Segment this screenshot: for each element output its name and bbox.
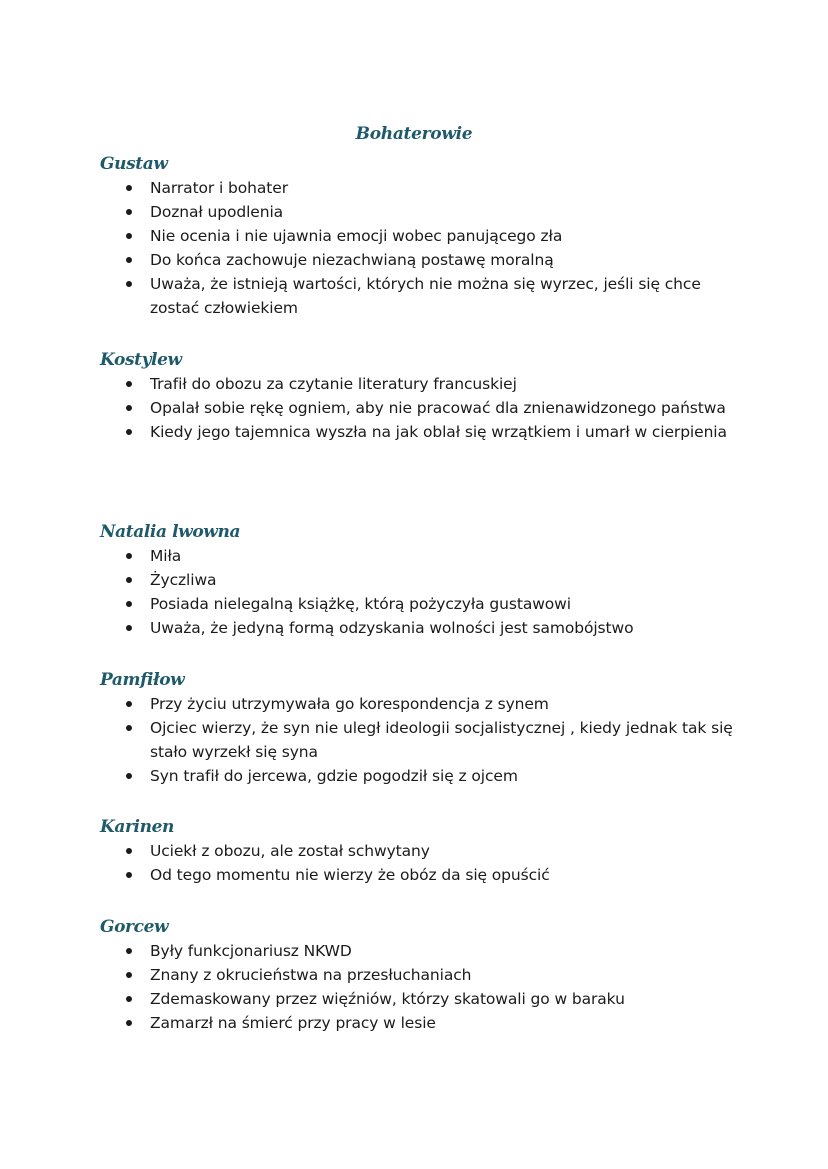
section-gustaw bbox=[100, 152, 740, 320]
list-item-text: Przy życiu utrzymywała go korespondencja z synem bbox=[150, 695, 549, 713]
bullet-list bbox=[100, 176, 740, 320]
list-item-text: Były funkcjonariusz NKWD bbox=[150, 942, 352, 960]
bullet-icon bbox=[126, 773, 132, 779]
list-item-text: Uważa, że jedyną formą odzyskania wolności jest samobójstwo bbox=[150, 619, 634, 637]
list-item-text: Narrator i bohater bbox=[150, 179, 288, 197]
list-item-text: Uciekł z obozu, ale został schwytany bbox=[150, 842, 430, 860]
list-item-text: Uważa, że istnieją wartości, których nie można się wyrzec, jeśli się chce zostać człowiekiem bbox=[150, 275, 701, 317]
list-item-text: Miła bbox=[150, 547, 182, 565]
list-item bbox=[100, 939, 740, 963]
list-item bbox=[100, 248, 740, 272]
bullet-list bbox=[100, 839, 740, 887]
list-item bbox=[100, 616, 740, 640]
bullet-icon bbox=[126, 848, 132, 854]
list-item bbox=[100, 420, 740, 444]
section-heading: Gorcew bbox=[100, 917, 169, 937]
bullet-icon bbox=[126, 209, 132, 215]
bullet-icon bbox=[126, 972, 132, 978]
list-item bbox=[100, 592, 740, 616]
list-item bbox=[100, 839, 740, 863]
list-item-text: Syn trafił do jercewa, gdzie pogodził się z ojcem bbox=[150, 767, 518, 785]
bullet-list bbox=[100, 692, 740, 788]
section-heading: Kostylew bbox=[100, 350, 182, 370]
bullet-icon bbox=[126, 281, 132, 287]
list-item bbox=[100, 176, 740, 200]
section-heading: Gustaw bbox=[100, 154, 168, 174]
list-item bbox=[100, 1011, 740, 1035]
section-kostylew bbox=[100, 348, 740, 444]
bullet-icon bbox=[126, 996, 132, 1002]
list-item bbox=[100, 963, 740, 987]
list-item bbox=[100, 272, 740, 320]
list-item-text: Znany z okrucieństwa na przesłuchaniach bbox=[150, 966, 472, 984]
bullet-icon bbox=[126, 948, 132, 954]
list-item bbox=[100, 372, 740, 396]
list-item bbox=[100, 987, 740, 1011]
bullet-icon bbox=[126, 872, 132, 878]
list-item-text: Opalał sobie rękę ogniem, aby nie pracować dla znienawidzonego państwa bbox=[150, 399, 726, 417]
bullet-icon bbox=[126, 405, 132, 411]
bullet-list bbox=[100, 372, 740, 444]
bullet-icon bbox=[126, 381, 132, 387]
bullet-icon bbox=[126, 1020, 132, 1026]
bullet-icon bbox=[126, 553, 132, 559]
bullet-icon bbox=[126, 601, 132, 607]
list-item bbox=[100, 568, 740, 592]
section-heading: Pamfiłow bbox=[100, 670, 185, 690]
document-title: Bohaterowie bbox=[355, 124, 473, 144]
list-item bbox=[100, 396, 740, 420]
list-item bbox=[100, 224, 740, 248]
bullet-icon bbox=[126, 625, 132, 631]
list-item-text: Kiedy jego tajemnica wyszła na jak oblał się wrzątkiem i umarł w cierpienia bbox=[150, 423, 727, 441]
list-item-text: Od tego momentu nie wierzy że obóz da się opuścić bbox=[150, 866, 550, 884]
list-item bbox=[100, 716, 740, 764]
bullet-list bbox=[100, 544, 740, 640]
list-item bbox=[100, 764, 740, 788]
bullet-list bbox=[100, 939, 740, 1035]
list-item-text: Ojciec wierzy, że syn nie uległ ideologii socjalistycznej , kiedy jednak tak się stało wyrzekł się syna bbox=[150, 719, 733, 761]
section-pamfilow bbox=[100, 668, 740, 788]
list-item bbox=[100, 863, 740, 887]
bullet-icon bbox=[126, 257, 132, 263]
list-item-text: Doznał upodlenia bbox=[150, 203, 284, 221]
list-item-text: Zamarzł na śmierć przy pracy w lesie bbox=[150, 1014, 436, 1032]
section-karinen bbox=[100, 815, 740, 887]
list-item-text: Zdemaskowany przez więźniów, którzy skatowali go w baraku bbox=[150, 990, 625, 1008]
bullet-icon bbox=[126, 701, 132, 707]
list-item-text: Do końca zachowuje niezachwianą postawę moralną bbox=[150, 251, 554, 269]
list-item-text: Posiada nielegalną książkę, którą pożyczyła gustawowi bbox=[150, 595, 571, 613]
section-heading: Karinen bbox=[100, 817, 174, 837]
bullet-icon bbox=[126, 185, 132, 191]
bullet-icon bbox=[126, 233, 132, 239]
list-item-text: Trafił do obozu za czytanie literatury francuskiej bbox=[150, 375, 517, 393]
list-item bbox=[100, 200, 740, 224]
list-item-text: Życzliwa bbox=[150, 571, 217, 589]
bullet-icon bbox=[126, 429, 132, 435]
bullet-icon bbox=[126, 577, 132, 583]
section-gorcew bbox=[100, 915, 740, 1035]
section-heading: Natalia lwowna bbox=[100, 522, 241, 542]
list-item-text: Nie ocenia i nie ujawnia emocji wobec panującego zła bbox=[150, 227, 563, 245]
section-natalia-lwowna bbox=[100, 520, 740, 640]
list-item bbox=[100, 692, 740, 716]
list-item bbox=[100, 544, 740, 568]
bullet-icon bbox=[126, 725, 132, 731]
